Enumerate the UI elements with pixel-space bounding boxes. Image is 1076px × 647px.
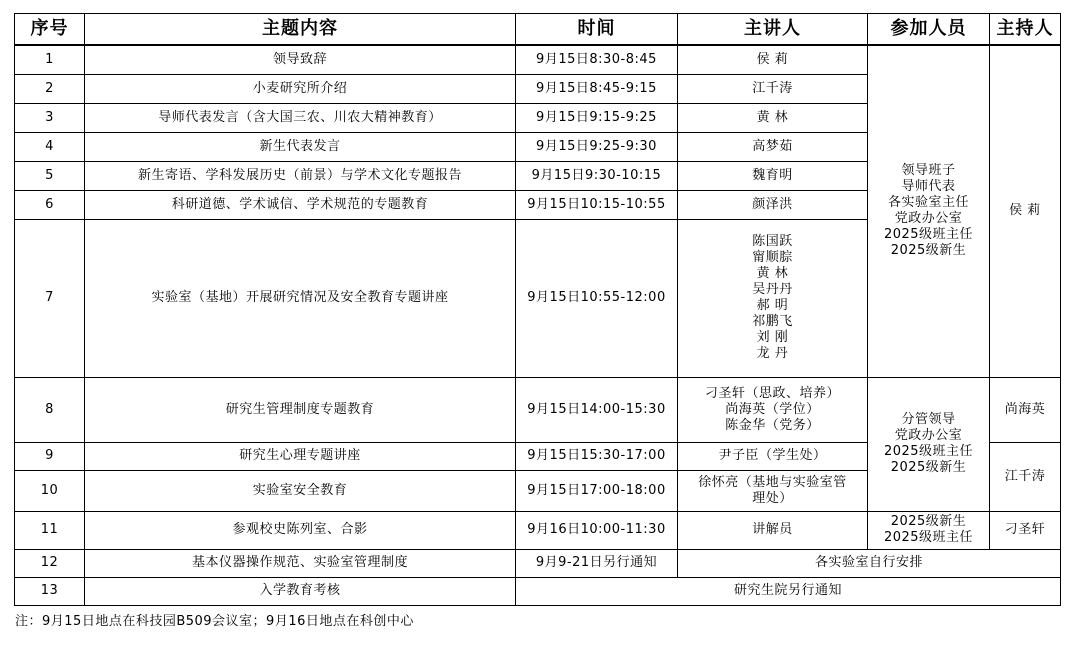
row-no: 13 — [15, 577, 85, 605]
row-no: 6 — [15, 190, 85, 219]
table-row — [15, 45, 1061, 74]
row-topic: 导师代表发言（含大国三农、川农大精神教育） — [85, 103, 516, 132]
row-topic: 实验室安全教育 — [85, 470, 516, 511]
table-row — [15, 577, 1061, 605]
row-speaker: 尹子臣（学生处） — [678, 442, 868, 470]
row-no: 3 — [15, 103, 85, 132]
row-no: 2 — [15, 74, 85, 103]
attendee: 2025级新生 — [890, 460, 967, 475]
row-topic: 入学教育考核 — [85, 577, 516, 605]
row-no: 10 — [15, 470, 85, 511]
row-speakers — [678, 377, 868, 442]
attendee: 党政办公室 — [894, 211, 963, 227]
row-topic: 领导致辞 — [85, 45, 516, 74]
row-no: 7 — [15, 219, 85, 377]
header-topic: 主题内容 — [85, 14, 516, 46]
row-topic: 小麦研究所介绍 — [85, 74, 516, 103]
attendee: 党政办公室 — [894, 428, 963, 443]
attendee: 2025级新生 — [890, 243, 967, 259]
row-topic: 新生寄语、学科发展历史（前景）与学术文化专题报告 — [85, 161, 516, 190]
row-speakers — [678, 470, 868, 511]
schedule-table — [14, 13, 1061, 606]
row-merged: 研究生院另行通知 — [516, 577, 1061, 605]
row-no: 8 — [15, 377, 85, 442]
row-speaker: 高梦茹 — [678, 132, 868, 161]
row-topic: 新生代表发言 — [85, 132, 516, 161]
row-time: 9月15日8:30-8:45 — [516, 45, 678, 74]
attendee: 导师代表 — [901, 179, 956, 195]
row-topic: 研究生心理专题讲座 — [85, 442, 516, 470]
row-topic: 研究生管理制度专题教育 — [85, 377, 516, 442]
speaker: 刁圣轩（思政、培养） — [704, 385, 840, 401]
header-time: 时间 — [516, 14, 678, 46]
speaker: 黄 林 — [756, 266, 789, 281]
row-no: 11 — [15, 511, 85, 549]
row-time: 9月9-21日另行通知 — [516, 549, 678, 577]
row-topic: 基本仪器操作规范、实验室管理制度 — [85, 549, 516, 577]
speaker: 甯顺腙 — [752, 250, 793, 265]
attendees-group2 — [868, 377, 990, 511]
row-speaker: 黄 林 — [678, 103, 868, 132]
row-topic: 实验室（基地）开展研究情况及安全教育专题讲座 — [85, 219, 516, 377]
attendee: 各实验室主任 — [887, 195, 969, 211]
header-host: 主持人 — [990, 14, 1061, 46]
row-time: 9月15日9:30-10:15 — [516, 161, 678, 190]
speaker: 祁鹏飞 — [752, 314, 793, 329]
table-row — [15, 549, 1061, 577]
row-speaker: 侯 莉 — [678, 45, 868, 74]
row-no: 1 — [15, 45, 85, 74]
table-row — [15, 511, 1061, 549]
row-speakers — [678, 219, 868, 377]
row-no: 5 — [15, 161, 85, 190]
attendee: 2025级班主任 — [883, 530, 974, 545]
attendee: 分管领导 — [901, 412, 956, 427]
header-attendees: 参加人员 — [868, 14, 990, 46]
row-time: 9月15日9:25-9:30 — [516, 132, 678, 161]
speaker: 龙 丹 — [756, 346, 789, 361]
row-topic: 参观校史陈列室、合影 — [85, 511, 516, 549]
attendee: 领导班子 — [901, 163, 956, 179]
attendee: 2025级班主任 — [883, 444, 974, 459]
speaker: 徐怀亮（基地与实验室管 — [698, 474, 847, 490]
footnote: 注：9月15日地点在科技园B509会议室；9月16日地点在科创中心 — [15, 614, 414, 629]
attendees-group1 — [868, 45, 990, 377]
host-row9-10: 江千涛 — [990, 442, 1061, 511]
row-speaker: 江千涛 — [678, 74, 868, 103]
header-row — [15, 14, 1061, 46]
header-speaker: 主讲人 — [678, 14, 868, 46]
attendee: 2025级新生 — [890, 514, 967, 529]
row-time: 9月15日9:15-9:25 — [516, 103, 678, 132]
row-topic: 科研道德、学术诚信、学术规范的专题教育 — [85, 190, 516, 219]
speaker: 陈金华（党务） — [725, 417, 820, 433]
host-row8: 尚海英 — [990, 377, 1061, 442]
attendees-row11 — [868, 511, 990, 549]
row-time: 9月15日15:30-17:00 — [516, 442, 678, 470]
row-time: 9月15日10:15-10:55 — [516, 190, 678, 219]
row-no: 4 — [15, 132, 85, 161]
speaker: 陈国跃 — [752, 234, 793, 249]
row-time: 9月16日10:00-11:30 — [516, 511, 678, 549]
row-speaker: 魏育明 — [678, 161, 868, 190]
attendee: 2025级班主任 — [883, 227, 974, 243]
row-time: 9月15日8:45-9:15 — [516, 74, 678, 103]
row-time: 9月15日17:00-18:00 — [516, 470, 678, 511]
row-speaker: 颜泽洪 — [678, 190, 868, 219]
row-time: 9月15日14:00-15:30 — [516, 377, 678, 442]
speaker: 刘 刚 — [756, 330, 789, 345]
row-no: 9 — [15, 442, 85, 470]
row-no: 12 — [15, 549, 85, 577]
speaker: 理处） — [752, 490, 793, 506]
row-merged: 各实验室自行安排 — [678, 549, 1061, 577]
row-time: 9月15日10:55-12:00 — [516, 219, 678, 377]
header-no: 序号 — [15, 14, 85, 46]
row-speaker: 讲解员 — [678, 511, 868, 549]
table-row — [15, 377, 1061, 442]
speaker: 尚海英（学位） — [725, 401, 820, 417]
host-row11: 刁圣轩 — [990, 511, 1061, 549]
speaker: 郝 明 — [756, 298, 789, 313]
speaker: 吴丹丹 — [752, 282, 793, 297]
host-group1: 侯 莉 — [990, 45, 1061, 377]
